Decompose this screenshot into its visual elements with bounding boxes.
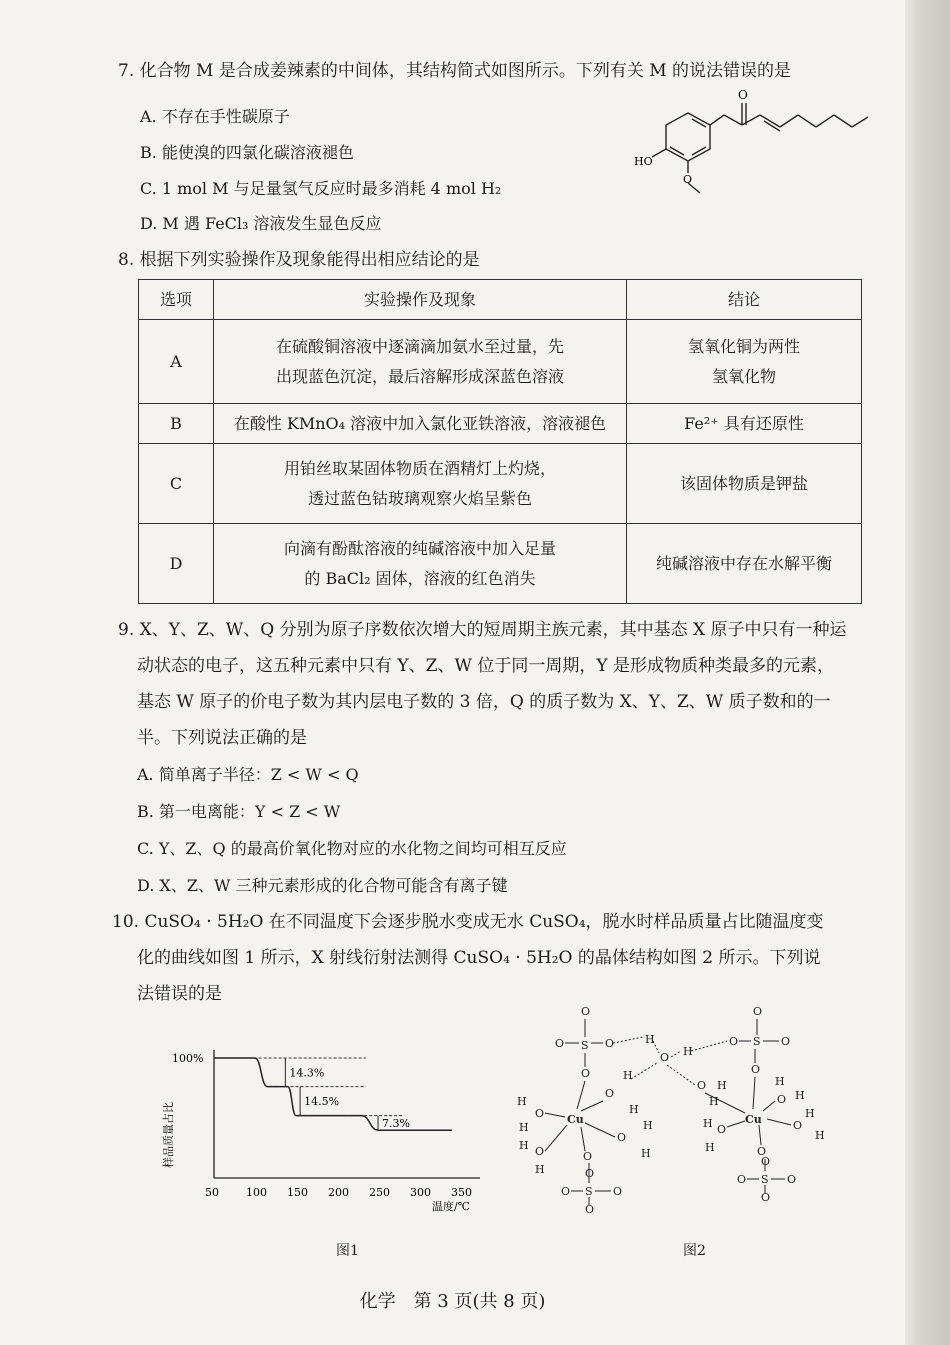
svg-text:O: O: [617, 1131, 627, 1144]
x-axis-label: 温度/℃: [432, 1200, 471, 1213]
operation-line: 的 BaCl₂ 固体，溶液的红色消失: [304, 568, 536, 588]
svg-text:O: O: [777, 1093, 787, 1106]
q9-option-a: A. 简单离子半径：Z < W < Q: [137, 765, 359, 784]
svg-text:O: O: [757, 1145, 767, 1158]
x-tick-label: 100: [246, 1186, 267, 1199]
svg-text:H: H: [683, 1045, 693, 1058]
svg-text:H: H: [519, 1139, 529, 1152]
q9-option-d: D. X、Z、W 三种元素形成的化合物可能含有离子键: [137, 876, 508, 895]
svg-text:H: H: [517, 1095, 527, 1108]
annotation-7-3: 7.3%: [382, 1116, 410, 1130]
table-row: [139, 320, 862, 404]
svg-text:S: S: [585, 1185, 593, 1198]
svg-text:Cu: Cu: [745, 1113, 762, 1126]
x-tick-label: 150: [287, 1186, 308, 1199]
svg-text:O: O: [761, 1191, 771, 1204]
x-tick-label: 50: [205, 1186, 219, 1199]
conclusion-line: 纯碱溶液中存在水解平衡: [655, 553, 832, 573]
table-header-row: [139, 280, 862, 320]
table-cell-operation: [214, 404, 627, 444]
svg-text:H: H: [775, 1075, 785, 1088]
svg-text:O: O: [761, 1155, 771, 1168]
conclusion-line: 该固体物质是钾盐: [679, 473, 808, 493]
q10-stem-line: 10. CuSO₄ · 5H₂O 在不同温度下会逐步脱水变成无水 CuSO₄，脱水时样品质量占比随温度变: [112, 912, 824, 932]
table-cell-operation: [214, 320, 627, 404]
svg-text:O: O: [751, 1063, 761, 1076]
svg-text:O: O: [581, 1005, 591, 1018]
q9-option-b: B. 第一电离能：Y < Z < W: [137, 802, 341, 821]
svg-text:O: O: [717, 1123, 727, 1136]
q7-structure-diagram: [630, 85, 870, 200]
x-tick-label: 200: [328, 1186, 349, 1199]
svg-text:O: O: [583, 1150, 593, 1163]
annotation-14-3: 14.3%: [289, 1066, 325, 1080]
svg-text:H: H: [641, 1147, 651, 1160]
page-footer: 化学 第 3 页(共 8 页): [359, 1291, 546, 1312]
table-cell-option: D: [139, 524, 214, 604]
svg-text:O: O: [781, 1035, 791, 1048]
conclusion-line: Fe²⁺ 具有还原性: [684, 413, 804, 433]
table-cell-conclusion: [627, 320, 862, 404]
svg-text:H: H: [645, 1033, 655, 1046]
figure2-caption: 图2: [683, 1243, 706, 1259]
operation-line: 向滴有酚酞溶液的纯碱溶液中加入足量: [283, 538, 556, 558]
svg-text:H: H: [535, 1163, 545, 1176]
figure1-chart: [150, 1040, 490, 1220]
page-edge: [905, 0, 950, 1345]
table-cell-option: B: [139, 404, 214, 444]
q7-option-c: C. 1 mol M 与足量氢气反应时最多消耗 4 mol H₂: [140, 179, 502, 198]
svg-text:H: H: [519, 1121, 529, 1134]
x-tick-label: 350: [451, 1186, 472, 1199]
y-tick-label: 100%: [172, 1052, 204, 1065]
q8-stem: 8. 根据下列实验操作及现象能得出相应结论的是: [118, 250, 480, 270]
svg-text:S: S: [753, 1035, 761, 1048]
table-cell-option: A: [139, 320, 214, 404]
q9-stem-line: 基态 W 原子的价电子数为其内层电子数的 3 倍，Q 的质子数为 X、Y、Z、W 质子数和的一: [137, 692, 831, 712]
table-row: [139, 404, 862, 444]
operation-line: 出现蓝色沉淀，最后溶解形成深蓝色溶液: [275, 366, 564, 386]
q9-option-c: C. Y、Z、Q 的最高价氧化物对应的水化物之间均可相互反应: [137, 839, 567, 858]
q10-stem-line: 化的曲线如图 1 所示，X 射线衍射法测得 CuSO₄ · 5H₂O 的晶体结构如图 2 所示。下列说: [137, 948, 821, 968]
annotation-14-5: 14.5%: [304, 1095, 340, 1109]
table-cell-conclusion: [627, 524, 862, 604]
svg-text:H: H: [709, 1095, 719, 1108]
svg-text:H: H: [805, 1107, 815, 1120]
svg-text:H: H: [623, 1069, 633, 1082]
q10-stem-line: 法错误的是: [137, 984, 222, 1004]
q7-option-a: A. 不存在手性碳原子: [140, 107, 290, 126]
x-tick-label: 300: [410, 1186, 431, 1199]
table-cell-option: C: [139, 444, 214, 524]
svg-text:O: O: [535, 1107, 545, 1120]
table-header: 结论: [627, 280, 862, 320]
operation-line: 透过蓝色钴玻璃观察火焰呈紫色: [307, 488, 532, 508]
svg-text:H: H: [643, 1119, 653, 1132]
ketone-o-label: O: [738, 88, 748, 102]
svg-text:O: O: [753, 1005, 763, 1018]
svg-text:S: S: [761, 1173, 769, 1186]
copper-label: Cu: [567, 1113, 584, 1126]
svg-text:O: O: [555, 1037, 565, 1050]
svg-text:O: O: [585, 1203, 595, 1216]
svg-text:O: O: [581, 1067, 591, 1080]
x-tick-label: 250: [369, 1186, 390, 1199]
operation-line: 用铂丝取某固体物质在酒精灯上灼烧，: [283, 458, 556, 478]
hydroxy-label: HO: [634, 155, 653, 168]
svg-text:H: H: [815, 1129, 825, 1142]
svg-text:H: H: [703, 1117, 713, 1130]
conclusion-line: 氢氧化物: [711, 366, 776, 386]
q9-stem-line: 9. X、Y、Z、W、Q 分别为原子序数依次增大的短周期主族元素，其中基态 X 原子中只有一种运: [118, 620, 847, 640]
svg-text:O: O: [697, 1079, 707, 1092]
svg-text:H: H: [795, 1089, 805, 1102]
figure1-caption: 图1: [336, 1243, 359, 1259]
q9-stem-line: 动状态的电子，这五种元素中只有 Y、Z、W 位于同一周期，Y 是形成物质种类最多的元素，: [137, 656, 834, 676]
dehydration-curve: [214, 1058, 452, 1130]
q9-stem-line: 半。下列说法正确的是: [137, 728, 307, 748]
experiment-table: [138, 279, 862, 604]
table-cell-conclusion: [627, 444, 862, 524]
q7-stem: 7. 化合物 M 是合成姜辣素的中间体，其结构简式如图所示。下列有关 M 的说法错误的是: [118, 61, 792, 81]
svg-text:O: O: [729, 1035, 739, 1048]
svg-text:O: O: [793, 1119, 803, 1132]
table-row: [139, 444, 862, 524]
table-header: 实验操作及现象: [214, 280, 627, 320]
operation-line: 在酸性 KMnO₄ 溶液中加入氯化亚铁溶液，溶液褪色: [233, 413, 607, 433]
table-row: [139, 524, 862, 604]
svg-text:O: O: [561, 1185, 571, 1198]
table-cell-operation: [214, 444, 627, 524]
svg-text:O: O: [605, 1087, 615, 1100]
methoxy-o-label: O: [683, 173, 693, 186]
svg-text:O: O: [605, 1037, 615, 1050]
figure2-crystal-structure: [505, 1005, 845, 1220]
table-cell-operation: [214, 524, 627, 604]
svg-text:H: H: [717, 1079, 727, 1092]
svg-text:O: O: [737, 1173, 747, 1186]
svg-text:O: O: [535, 1145, 545, 1158]
svg-text:O: O: [613, 1185, 623, 1198]
sulfur-label: S: [581, 1039, 589, 1052]
q7-option-d: D. M 遇 FeCl₃ 溶液发生显色反应: [140, 214, 382, 233]
table-header: 选项: [139, 280, 214, 320]
y-axis-label: 样品质量占比: [162, 1102, 175, 1168]
svg-text:O: O: [585, 1167, 595, 1180]
operation-line: 在硫酸铜溶液中逐滴滴加氨水至过量，先: [275, 336, 564, 356]
conclusion-line: 氢氧化铜为两性: [687, 336, 800, 356]
q7-option-b: B. 能使溴的四氯化碳溶液褪色: [140, 143, 354, 162]
svg-text:O: O: [787, 1173, 797, 1186]
table-cell-conclusion: [627, 404, 862, 444]
svg-text:H: H: [705, 1141, 715, 1154]
svg-text:O: O: [660, 1051, 670, 1064]
svg-text:H: H: [629, 1103, 639, 1116]
